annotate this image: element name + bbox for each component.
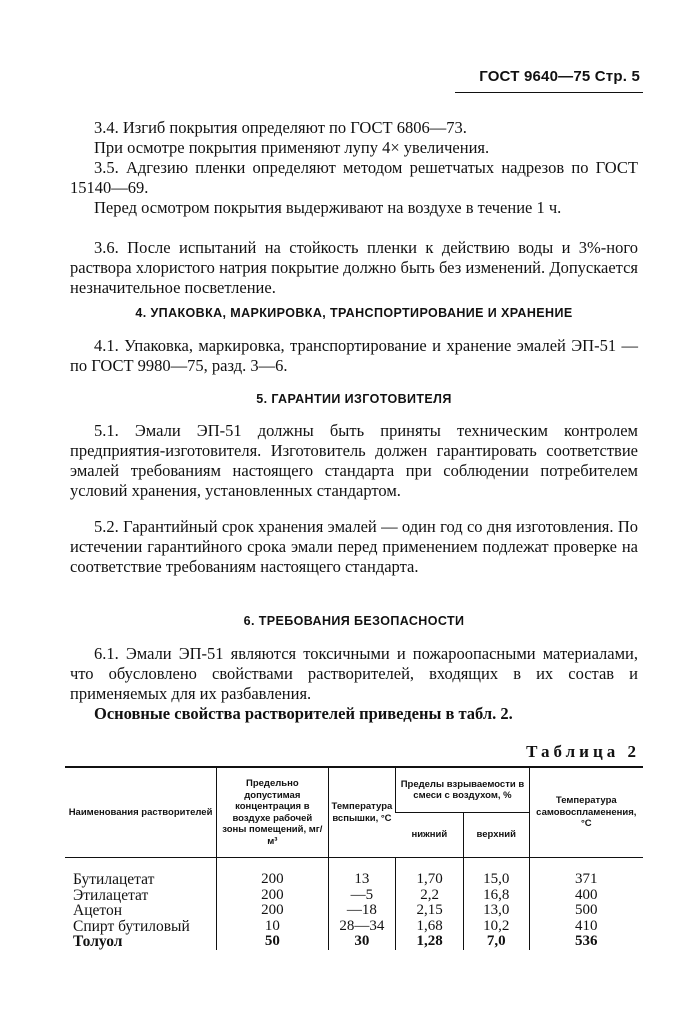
- clause-3-5: 3.5. Адгезию пленки определяют методом решетчатых надрезов по ГОСТ 15140—69.: [70, 158, 638, 197]
- cell-flash: 30: [328, 934, 396, 950]
- clause-5-2: 5.2. Гарантийный срок хранения эмалей — один год со дня изготовления. По истечении гарантийного срока эмали перед применением подлежат проверке на соответствие требованиям настоящего стандарта.: [70, 517, 638, 576]
- table-row: [65, 934, 643, 950]
- cell-upper: 10,2: [463, 919, 529, 935]
- cell-mac: 200: [217, 903, 328, 919]
- table-row: [65, 872, 643, 888]
- cell-autoign: 371: [529, 872, 643, 888]
- header-rule: [455, 92, 643, 93]
- cell-mac: 200: [217, 872, 328, 888]
- table-row: [65, 903, 643, 919]
- table-row: [65, 919, 643, 935]
- cell-flash: —18: [328, 903, 396, 919]
- cell-lower: 1,70: [396, 872, 464, 888]
- cell-autoign: 400: [529, 888, 643, 904]
- cell-lower: 2,15: [396, 903, 464, 919]
- cell-lower: 1,68: [396, 919, 464, 935]
- clause-3-5-exposure: Перед осмотром покрытия выдерживают на воздухе в течение 1 ч.: [94, 198, 562, 217]
- cell-mac: 10: [217, 919, 328, 935]
- cell-upper: 16,8: [463, 888, 529, 904]
- cell-name: Спирт бутиловый: [73, 917, 190, 935]
- clause-6-1: 6.1. Эмали ЭП-51 являются токсичными и пожароопасными материалами, что обусловлено свойствами растворителей, входящих в их состав и применяемых для их разбавления.: [70, 644, 638, 703]
- clause-4-1: 4.1. Упаковка, маркировка, транспортирование и хранение эмалей ЭП-51 — по ГОСТ 9980—75, разд. 3—6.: [70, 336, 638, 375]
- cell-name: Толуол: [73, 933, 123, 950]
- section-6-title: 6. ТРЕБОВАНИЯ БЕЗОПАСНОСТИ: [243, 614, 465, 628]
- header-flash: Температура вспышки, °С: [328, 767, 396, 858]
- cell-upper: 7,0: [463, 934, 529, 950]
- running-head: ГОСТ 9640—75 Стр. 5: [479, 68, 640, 85]
- cell-mac: 200: [217, 888, 328, 904]
- table-row: [65, 888, 643, 904]
- header-upper: верхний: [463, 813, 529, 858]
- cell-upper: 13,0: [463, 903, 529, 919]
- header-mac: Предельно допустимая концентрация в воздухе рабочей зоны помещений, мг/м³: [217, 767, 328, 858]
- solvents-table: [65, 766, 643, 950]
- section-5-title: 5. ГАРАНТИИ ИЗГОТОВИТЕЛЯ: [256, 392, 452, 406]
- header-explosion-limits: Пределы взрываемости в смеси с воздухом, %: [396, 767, 529, 813]
- clause-3-6: 3.6. После испытаний на стойкость пленки к действию воды и 3%-ного раствора хлористого натрия покрытие должно быть без изменений. Допускается незначительное посветление.: [70, 238, 638, 297]
- clause-5-1: 5.1. Эмали ЭП-51 должны быть приняты техническим контролем предприятия-изготовителя. Изготовитель должен гарантировать соответствие эмалей требованиям настоящего стандарта при соблюдении потребителем условий хранения, установленных стандартом.: [70, 421, 638, 500]
- clause-3-4: 3.4. Изгиб покрытия определяют по ГОСТ 6806—73.: [94, 118, 467, 137]
- section-4-title: 4. УПАКОВКА, МАРКИРОВКА, ТРАНСПОРТИРОВАНИЕ И ХРАНЕНИЕ: [135, 306, 573, 320]
- cell-name: Ацетон: [73, 902, 122, 919]
- clause-3-4-magnifier: При осмотре покрытия применяют лупу 4× увеличения.: [94, 138, 490, 157]
- cell-autoign: 536: [529, 934, 643, 950]
- cell-lower: 1,28: [396, 934, 464, 950]
- cell-flash: —5: [328, 888, 396, 904]
- cell-mac: 50: [217, 934, 328, 950]
- cell-upper: 15,0: [463, 872, 529, 888]
- header-lower: нижний: [396, 813, 464, 858]
- cell-autoign: 410: [529, 919, 643, 935]
- cell-lower: 2,2: [396, 888, 464, 904]
- cell-flash: 13: [328, 872, 396, 888]
- cell-flash: 28—34: [328, 919, 396, 935]
- header-name: Наименования растворителей: [65, 767, 217, 858]
- table-reference: Основные свойства растворителей приведены в табл. 2.: [94, 704, 513, 723]
- cell-name: Этилацетат: [73, 886, 149, 904]
- header-autoignition: Температура самовоспламенения, °С: [529, 767, 643, 858]
- cell-name: Бутилацетат: [73, 871, 155, 888]
- table-caption: Таблица 2: [526, 742, 640, 761]
- cell-autoign: 500: [529, 903, 643, 919]
